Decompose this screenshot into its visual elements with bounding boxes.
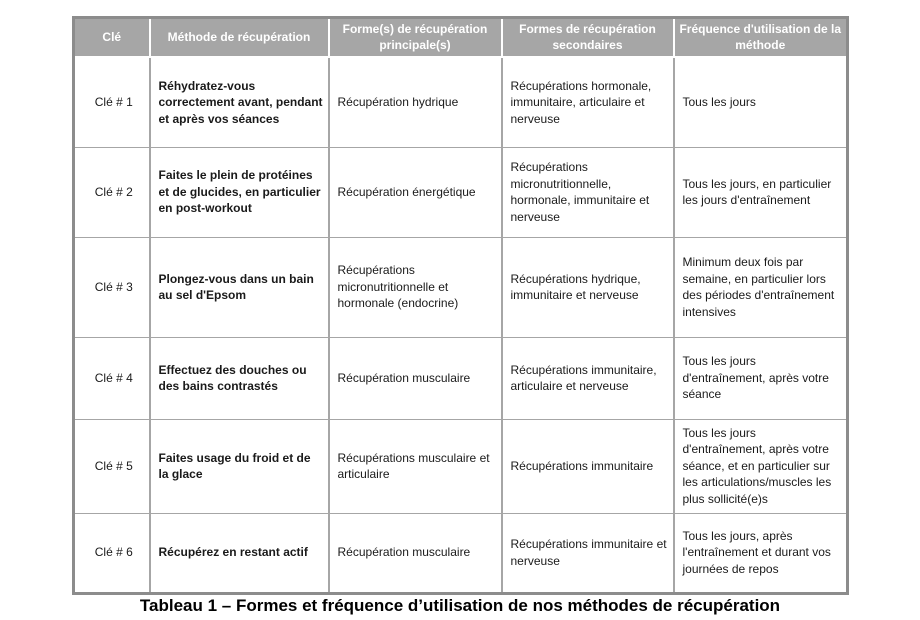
table-row [74,419,848,513]
frequency-cell: Minimum deux fois par semaine, en particulier lors des périodes d'entraînement intensives [674,237,848,337]
key-cell: Clé # 5 [74,419,150,513]
secondary-forms-cell: Récupérations hormonale, immunitaire, articulaire et nerveuse [502,57,674,147]
method-cell: Faites usage du froid et de la glace [150,419,329,513]
col-header-formes-secondaires: Formes de récupération secondaires [502,18,674,58]
recovery-methods-table [72,16,849,595]
col-header-formes-principales: Forme(s) de récupération principale(s) [329,18,502,58]
secondary-forms-cell: Récupérations hydrique, immunitaire et nerveuse [502,237,674,337]
recovery-table [72,16,849,595]
key-cell: Clé # 1 [74,57,150,147]
secondary-forms-cell: Récupérations micronutritionnelle, hormonale, immunitaire et nerveuse [502,147,674,237]
secondary-forms-cell: Récupérations immunitaire, articulaire et nerveuse [502,337,674,419]
frequency-cell: Tous les jours, après l'entraînement et durant vos journées de repos [674,513,848,593]
method-cell: Plongez-vous dans un bain au sel d'Epsom [150,237,329,337]
col-header-cle: Clé [74,18,150,58]
method-cell: Faites le plein de protéines et de glucides, en particulier en post-workout [150,147,329,237]
table-header-row [74,18,848,58]
primary-forms-cell: Récupération énergétique [329,147,502,237]
secondary-forms-cell: Récupérations immunitaire [502,419,674,513]
table-row [74,513,848,593]
table-row [74,337,848,419]
method-cell: Effectuez des douches ou des bains contrastés [150,337,329,419]
secondary-forms-cell: Récupérations immunitaire et nerveuse [502,513,674,593]
table-row [74,57,848,147]
col-header-methode: Méthode de récupération [150,18,329,58]
frequency-cell: Tous les jours d'entraînement, après votre séance [674,337,848,419]
table-row [74,237,848,337]
key-cell: Clé # 6 [74,513,150,593]
frequency-cell: Tous les jours, en particulier les jours d'entraînement [674,147,848,237]
table-row [74,147,848,237]
frequency-cell: Tous les jours d'entraînement, après votre séance, et en particulier sur les articulations/muscles les plus sollicité(e)s [674,419,848,513]
table-caption: Tableau 1 – Formes et fréquence d’utilisation de nos méthodes de récupération [139,596,781,615]
col-header-frequence: Fréquence d'utilisation de la méthode [674,18,848,58]
primary-forms-cell: Récupération musculaire [329,513,502,593]
primary-forms-cell: Récupérations micronutritionnelle et hormonale (endocrine) [329,237,502,337]
key-cell: Clé # 2 [74,147,150,237]
primary-forms-cell: Récupération hydrique [329,57,502,147]
primary-forms-cell: Récupérations musculaire et articulaire [329,419,502,513]
frequency-cell: Tous les jours [674,57,848,147]
key-cell: Clé # 3 [74,237,150,337]
key-cell: Clé # 4 [74,337,150,419]
primary-forms-cell: Récupération musculaire [329,337,502,419]
method-cell: Réhydratez-vous correctement avant, pendant et après vos séances [150,57,329,147]
method-cell: Récupérez en restant actif [150,513,329,593]
